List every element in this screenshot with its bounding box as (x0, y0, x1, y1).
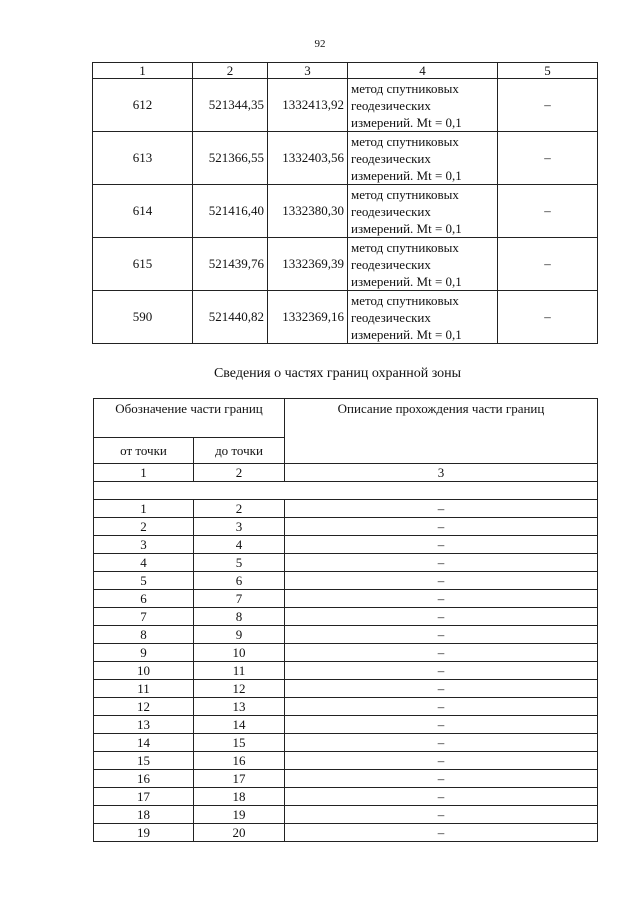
y-coordinate-cell: 1332403,56 (268, 132, 348, 185)
method-line: геодезических (351, 151, 431, 166)
table-row (94, 662, 598, 680)
to-point-cell: 13 (194, 698, 285, 716)
from-point-cell: 14 (94, 734, 194, 752)
from-point-cell: 2 (94, 518, 194, 536)
y-coordinate-cell: 1332369,16 (268, 291, 348, 344)
to-point-cell: 18 (194, 788, 285, 806)
x-coordinate-cell: 521416,40 (193, 185, 268, 238)
method-line: геодезических (351, 257, 431, 272)
from-point-cell: 13 (94, 716, 194, 734)
section-title: Сведения о частях границ охранной зоны (213, 366, 462, 381)
to-point-cell: 19 (194, 806, 285, 824)
description-cell: – (285, 806, 598, 824)
col5-cell: – (498, 132, 598, 185)
method-line: метод спутниковых (351, 187, 459, 202)
table-row (93, 79, 598, 132)
point-cell: 613 (93, 132, 193, 185)
boundary-parts-table (93, 398, 598, 842)
table-row (94, 806, 598, 824)
table-row (94, 824, 598, 842)
from-point-cell: 5 (94, 572, 194, 590)
method-line: измерений. Mt = 0,1 (351, 168, 462, 183)
from-point-cell: 1 (94, 500, 194, 518)
table-row (94, 626, 598, 644)
description-cell: – (285, 680, 598, 698)
description-cell: – (285, 752, 598, 770)
from-point-cell: 17 (94, 788, 194, 806)
method-line: геодезических (351, 204, 431, 219)
table-row (94, 680, 598, 698)
table-row (94, 500, 598, 518)
method-line: метод спутниковых (351, 134, 459, 149)
description-cell: – (285, 716, 598, 734)
table-header-row (93, 63, 598, 79)
description-cell: – (285, 734, 598, 752)
table-row (94, 698, 598, 716)
column-number: 5 (498, 63, 598, 79)
to-point-cell: 14 (194, 716, 285, 734)
description-header: Описание прохождения части границ (285, 399, 598, 464)
method-line: метод спутниковых (351, 293, 459, 308)
to-point-cell: 15 (194, 734, 285, 752)
to-point-cell: 17 (194, 770, 285, 788)
from-point-cell: 4 (94, 554, 194, 572)
column-numbers-row (94, 464, 598, 482)
point-cell: 614 (93, 185, 193, 238)
table-row (94, 572, 598, 590)
table-row (94, 770, 598, 788)
description-cell: – (285, 590, 598, 608)
description-cell: – (285, 608, 598, 626)
description-cell: – (285, 626, 598, 644)
x-coordinate-cell: 521366,55 (193, 132, 268, 185)
to-point-cell: 16 (194, 752, 285, 770)
method-line: измерений. Mt = 0,1 (351, 327, 462, 342)
to-point-cell: 10 (194, 644, 285, 662)
column-number: 4 (348, 63, 498, 79)
table-row (94, 536, 598, 554)
point-cell: 615 (93, 238, 193, 291)
from-point-cell: 12 (94, 698, 194, 716)
from-point-cell: 15 (94, 752, 194, 770)
description-cell: – (285, 698, 598, 716)
page-number: 92 (314, 38, 326, 50)
designation-header: Обозначение части границ (94, 399, 285, 438)
col5-cell: – (498, 79, 598, 132)
description-cell: – (285, 500, 598, 518)
coordinates-table (92, 62, 598, 344)
table-row (93, 291, 598, 344)
y-coordinate-cell: 1332380,30 (268, 185, 348, 238)
method-line: метод спутниковых (351, 240, 459, 255)
x-coordinate-cell: 521440,82 (193, 291, 268, 344)
y-coordinate-cell: 1332369,39 (268, 238, 348, 291)
description-cell: – (285, 644, 598, 662)
from-point-cell: 7 (94, 608, 194, 626)
to-point-cell: 9 (194, 626, 285, 644)
blank-row (94, 482, 598, 500)
method-cell (348, 79, 498, 132)
from-point-cell: 11 (94, 680, 194, 698)
from-point-cell: 10 (94, 662, 194, 680)
table-row (93, 132, 598, 185)
to-point-cell: 4 (194, 536, 285, 554)
description-cell: – (285, 572, 598, 590)
description-cell: – (285, 788, 598, 806)
method-line: измерений. Mt = 0,1 (351, 274, 462, 289)
table-row (94, 518, 598, 536)
from-point-header: от точки (94, 438, 194, 464)
column-number: 3 (268, 63, 348, 79)
table-row (94, 644, 598, 662)
point-cell: 612 (93, 79, 193, 132)
table-row (94, 752, 598, 770)
description-cell: – (285, 536, 598, 554)
to-point-cell: 7 (194, 590, 285, 608)
col5-cell: – (498, 291, 598, 344)
description-cell: – (285, 554, 598, 572)
to-point-cell: 5 (194, 554, 285, 572)
to-point-cell: 20 (194, 824, 285, 842)
column-number: 2 (193, 63, 268, 79)
from-point-cell: 9 (94, 644, 194, 662)
to-point-cell: 8 (194, 608, 285, 626)
method-cell (348, 238, 498, 291)
method-cell (348, 185, 498, 238)
table-row (93, 185, 598, 238)
method-cell (348, 291, 498, 344)
x-coordinate-cell: 521439,76 (193, 238, 268, 291)
to-point-cell: 3 (194, 518, 285, 536)
col5-cell: – (498, 185, 598, 238)
to-point-cell: 2 (194, 500, 285, 518)
from-point-cell: 19 (94, 824, 194, 842)
blank-cell (94, 482, 598, 500)
table-row (94, 716, 598, 734)
from-point-cell: 3 (94, 536, 194, 554)
to-point-cell: 6 (194, 572, 285, 590)
method-line: измерений. Mt = 0,1 (351, 115, 462, 130)
from-point-cell: 6 (94, 590, 194, 608)
description-cell: – (285, 770, 598, 788)
from-point-cell: 18 (94, 806, 194, 824)
to-point-header: до точки (194, 438, 285, 464)
to-point-cell: 12 (194, 680, 285, 698)
method-line: метод спутниковых (351, 81, 459, 96)
from-point-cell: 8 (94, 626, 194, 644)
column-number: 3 (285, 464, 598, 482)
table-row (94, 734, 598, 752)
table-row (94, 608, 598, 626)
table-row (94, 590, 598, 608)
table-row (94, 788, 598, 806)
table-row (94, 554, 598, 572)
column-number: 1 (94, 464, 194, 482)
method-line: геодезических (351, 310, 431, 325)
method-cell (348, 132, 498, 185)
description-cell: – (285, 518, 598, 536)
column-number: 2 (194, 464, 285, 482)
table-header-row (94, 399, 598, 438)
method-line: измерений. Mt = 0,1 (351, 221, 462, 236)
method-line: геодезических (351, 98, 431, 113)
to-point-cell: 11 (194, 662, 285, 680)
description-cell: – (285, 824, 598, 842)
x-coordinate-cell: 521344,35 (193, 79, 268, 132)
col5-cell: – (498, 238, 598, 291)
column-number: 1 (93, 63, 193, 79)
table-row (93, 238, 598, 291)
point-cell: 590 (93, 291, 193, 344)
y-coordinate-cell: 1332413,92 (268, 79, 348, 132)
from-point-cell: 16 (94, 770, 194, 788)
description-cell: – (285, 662, 598, 680)
